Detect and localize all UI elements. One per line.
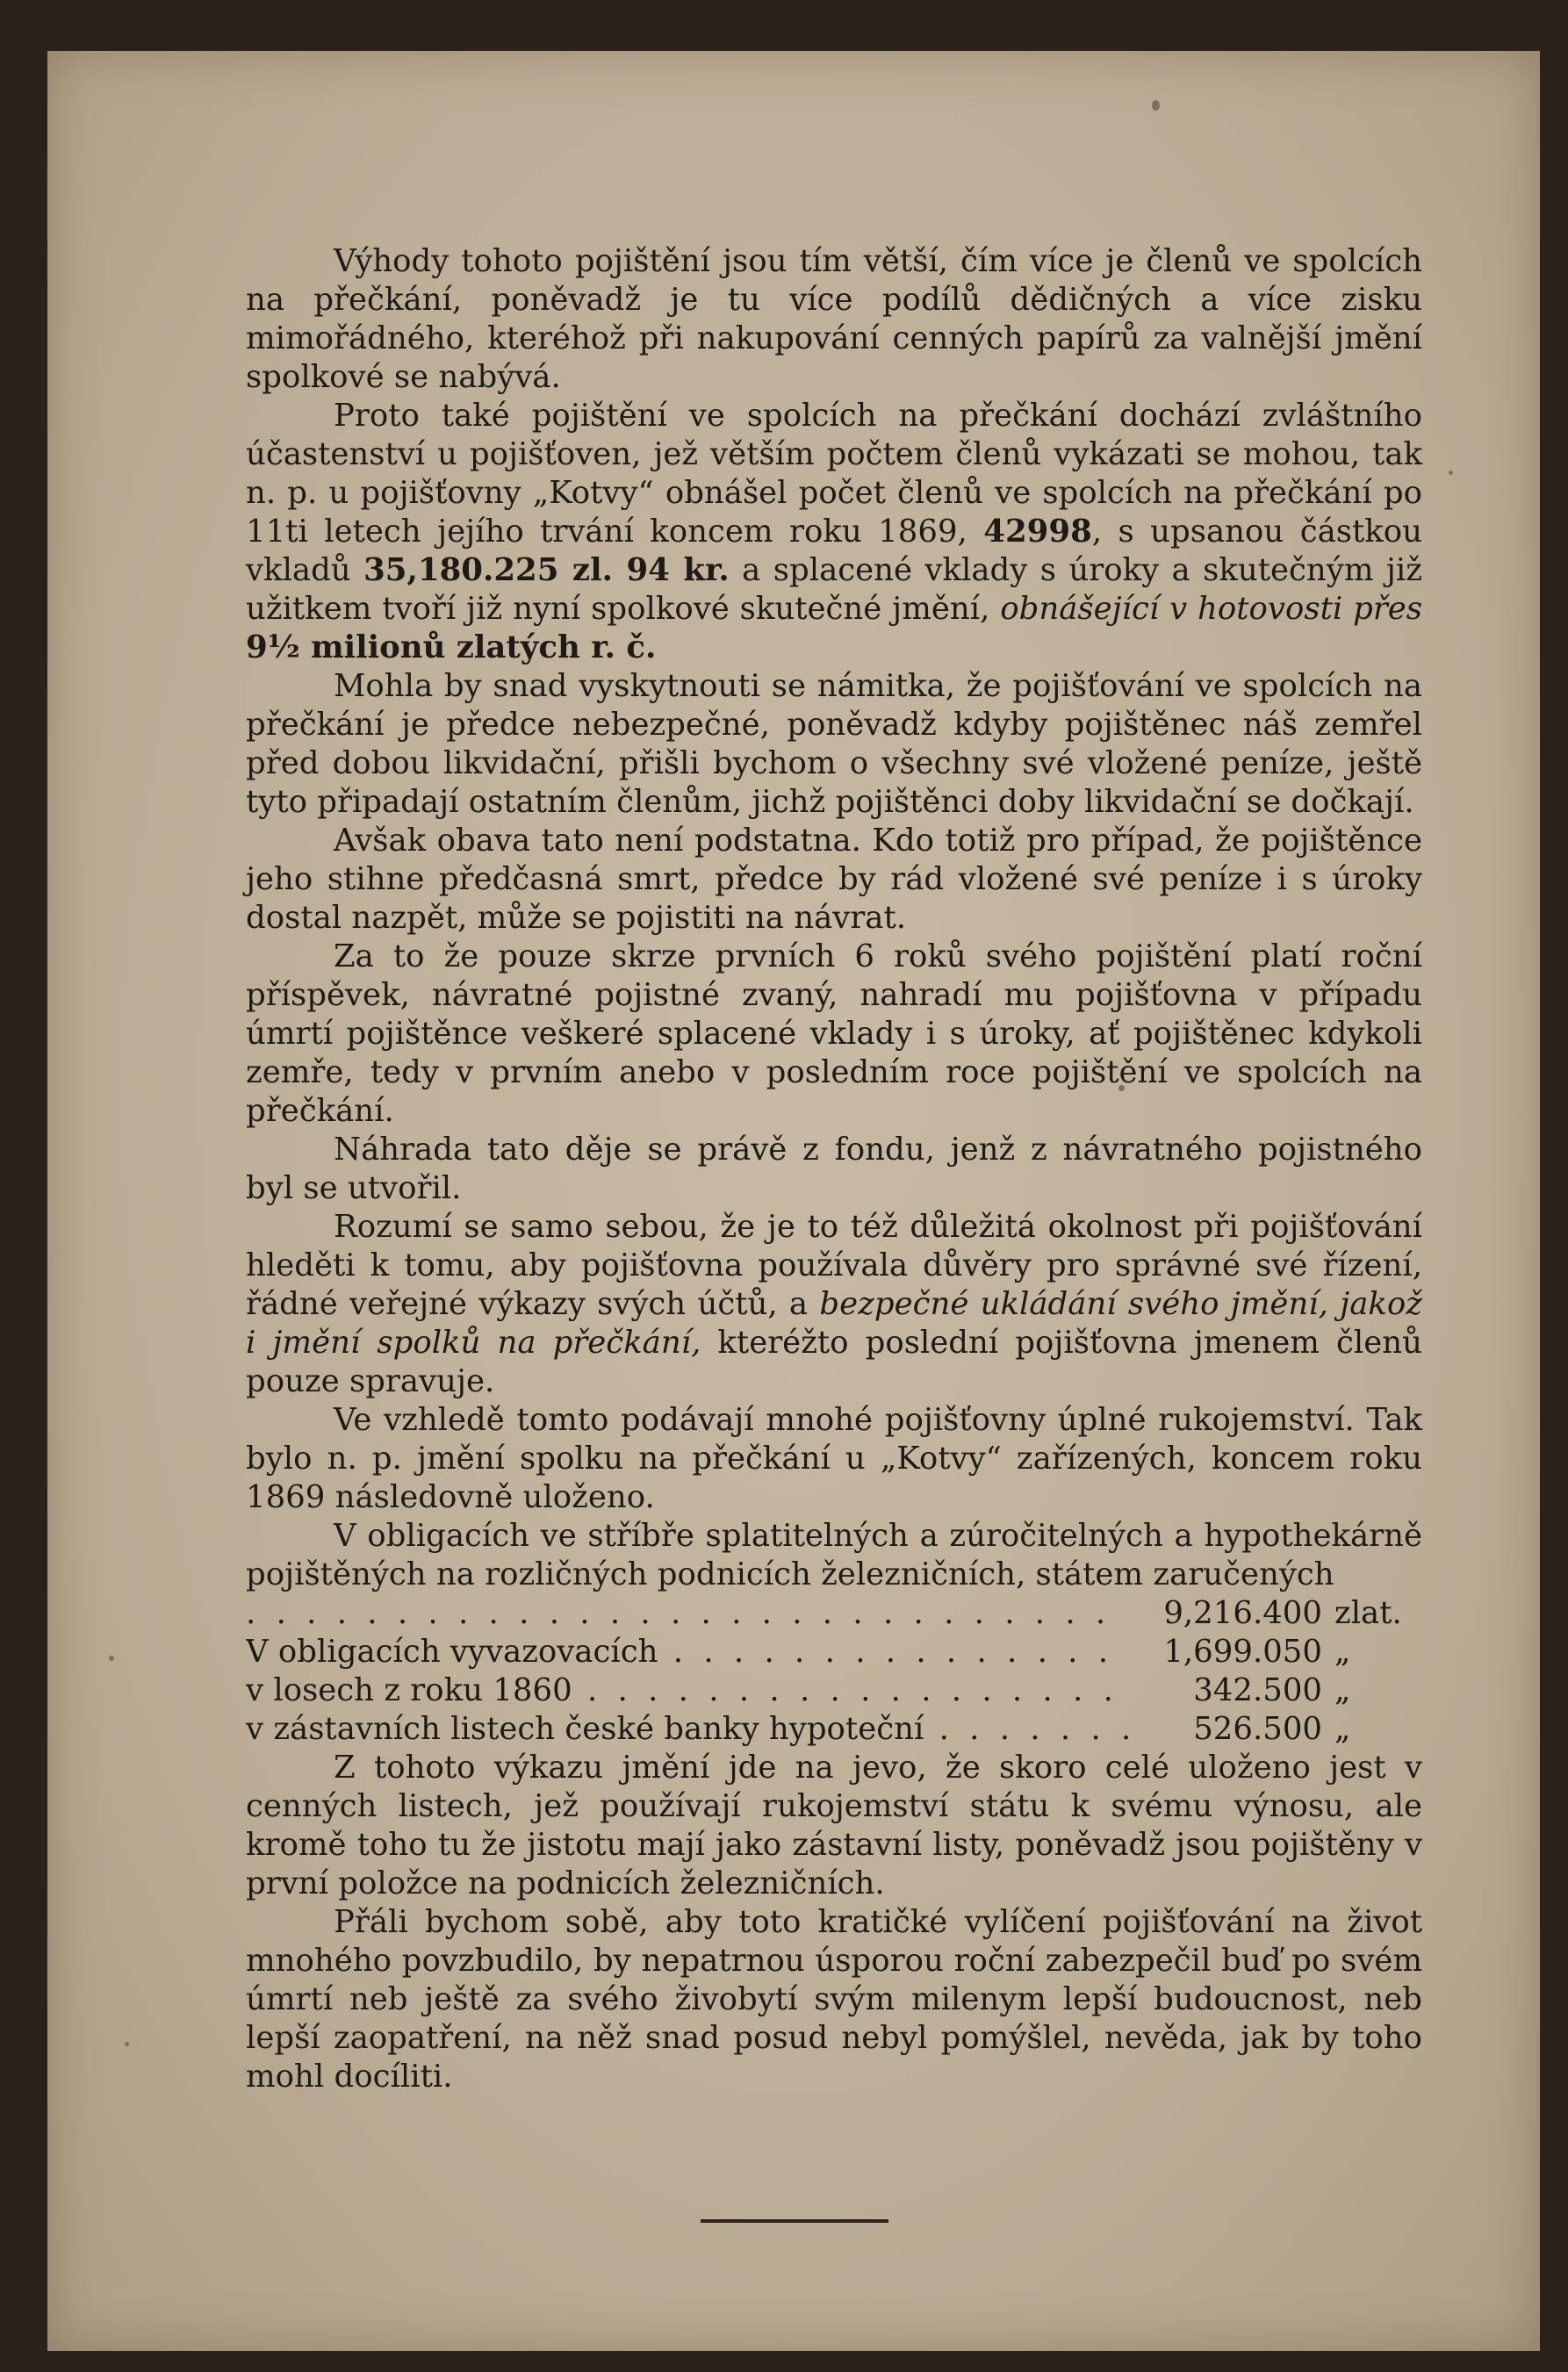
- paragraph: [246, 938, 1422, 1131]
- closing-rule: [701, 2219, 888, 2223]
- paragraph: [246, 822, 1422, 938]
- paper-speck: [125, 2042, 129, 2046]
- ledger-row: [246, 1710, 1422, 1749]
- paragraph: [246, 667, 1422, 822]
- ledger-unit: zlat.: [1334, 1595, 1402, 1631]
- ledger-unit: „: [1334, 1711, 1351, 1747]
- ledger-label: V obligacích vyvazovacích . . .: [246, 1633, 1129, 1671]
- ledger-label: v losech z roku 1860 . . .: [246, 1671, 1129, 1710]
- text-run: a splacené vklady s úroky a skutečným již užitkem tvoří již nyní spolkové skutečné jmění,: [246, 552, 1422, 627]
- paragraph: [246, 242, 1422, 397]
- closing-paragraphs: [246, 1749, 1422, 2096]
- ledger-row: [246, 1671, 1422, 1710]
- paragraph: [246, 1401, 1422, 1517]
- paper-speck: [1449, 471, 1453, 475]
- ledger-label: v zástavních listech české banky hypoteční . . .: [246, 1710, 1129, 1749]
- ledger-amount: 9,216.400: [1163, 1595, 1322, 1631]
- italic-run: bezpečné ukládání svého jmění, jakož i jmění spolků na přečkání,: [246, 1286, 1422, 1361]
- book-page: [47, 51, 1540, 2351]
- text-run: Náhrada tato děje se právě z fondu, jenž z návratného pojistného byl se utvořil.: [246, 1132, 1422, 1206]
- bold-run: 9½ milionů zlatých r. č.: [246, 629, 657, 665]
- paper-speck: [1152, 100, 1160, 111]
- ledger-label: [246, 1594, 1129, 1633]
- text-run: kteréžto poslední pojišťovna jmenem členů pouze spravuje.: [246, 1325, 1422, 1399]
- page-text: [246, 242, 1422, 2096]
- paragraph: [246, 1517, 1422, 1594]
- ledger-amount: 1,699.050: [1163, 1634, 1322, 1670]
- text-run: Proto také pojištění ve spolcích na přečkání dochází zvláštního účastenství u pojišťoven, jež větším počtem členů vykázati se mohou, tak n. p. u pojišťovny „Kotvy“ obnášel počet členů ve spolcích na přečkání po 11ti letech jejího trvání koncem roku 1869,: [246, 398, 1422, 550]
- text-run: Za to že pouze skrze prvních 6 roků svého pojištění platí roční příspěvek, návratné pojistné zvaný, nahradí mu pojišťovna v případu úmrtí pojištěnce veškeré splacené vklady i s úroky, ať pojištěnec kdykoli zemře, tedy v prvním anebo v posledním roce pojištění ve spolcích na přečkání.: [246, 938, 1422, 1129]
- holdings-ledger: [246, 1594, 1422, 1749]
- text-run: Ve vzhledě tomto podávají mnohé pojišťovny úplné rukojemství. Tak bylo n. p. jmění spolku na přečkání u „Kotvy“ zařízených, koncem roku 1869 následovně uloženo.: [246, 1402, 1422, 1515]
- italic-run: obnášející v hotovosti přes: [1000, 591, 1423, 627]
- bold-run: 42998: [983, 514, 1092, 550]
- paragraphs: [246, 242, 1422, 1594]
- ledger-unit: „: [1334, 1634, 1351, 1670]
- paragraph: [246, 1208, 1422, 1401]
- text-run: Z tohoto výkazu jmění jde na jevo, že skoro celé uloženo jest v cenných listech, jež používají rukojemství státu k svému výnosu, ale kromě toho tu že jistotu mají jako zástavní listy, poněvadž jsou pojištěny v první položce na podnicích železničních.: [246, 1750, 1422, 1901]
- ledger-row: [246, 1633, 1422, 1671]
- text-run: Přáli bychom sobě, aby toto kratičké vylíčení pojišťování na život mnohého povzbudilo, by nepatrnou úsporou roční zabezpečil buď po svém úmrtí neb ještě za svého živobytí svým milenym lepší budoucnost, neb lepší zaopatření, na něž snad posud nebyl pomýšlel, nevěda, jak by toho mohl docíliti.: [246, 1904, 1422, 2095]
- bold-run: 35,180.225 zl. 94 kr.: [363, 552, 730, 588]
- paragraph: [246, 1749, 1422, 1903]
- ledger-amount: 342.500: [1193, 1672, 1322, 1708]
- ledger-unit: „: [1334, 1672, 1351, 1708]
- text-run: Rozumí se samo sebou, že je to též důležitá okolnost při pojišťování hleděti k tomu, aby pojišťovna používala důvěry pro správné své řízení, řádné veřejné výkazy svých účtů, a: [246, 1209, 1422, 1322]
- paragraph: [246, 1131, 1422, 1208]
- ledger-amount: 526.500: [1193, 1711, 1322, 1747]
- paper-speck: [109, 1656, 114, 1661]
- text-run: Avšak obava tato není podstatna. Kdo totiž pro případ, že pojištěnce jeho stihne předčasná smrt, předce by rád vložené své peníze i s úroky dostal nazpět, může se pojistiti na návrat.: [246, 823, 1422, 936]
- text-run: , s upsanou částkou vkladů: [246, 514, 1422, 588]
- text-run: V obligacích ve stříbře splatitelných a zúročitelných a hypothekárně pojištěných na rozličných podnicích železničních, státem zaručených: [246, 1518, 1422, 1592]
- text-run: Výhody tohoto pojištění jsou tím větší, čím více je členů ve spolcích na přečkání, poněvadž je tu více podílů dědičných a více zisku mimořádného, kteréhož při nakupování cenných papírů za valnější jmění spolkové se nabývá.: [246, 243, 1422, 395]
- text-run: Mohla by snad vyskytnouti se námitka, že pojišťování ve spolcích na přečkání je předce nebezpečné, poněvadž kdyby pojištěnec náš zemřel před dobou likvidační, přišli bychom o všechny své vložené peníze, ještě tyto připadají ostatním členům, jichž pojištěnci doby likvidační se dočkají.: [246, 668, 1422, 820]
- paragraph: [246, 397, 1422, 667]
- ledger-row: [246, 1594, 1422, 1633]
- paragraph: [246, 1903, 1422, 2096]
